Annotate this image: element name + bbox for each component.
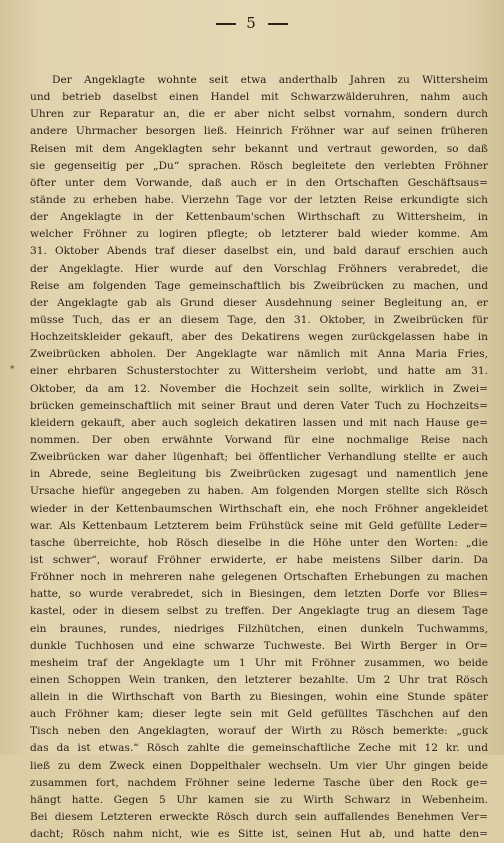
text-line: dacht; Rösch nahm nicht, wie es Sitte ist, seinen Hut ab, und hatte den= xyxy=(30,828,488,841)
text-line: öfter unter dem Vorwande, daß auch er in den Ortschaften Geschäftsaus= xyxy=(30,176,488,189)
text-line: welcher Fröhner zu logiren pflegte; ob letzterer bald wieder komme. Am xyxy=(30,228,488,241)
text-line: Uhren zur Reparatur an, die er aber nicht selbst vornahm, sondern durch xyxy=(30,108,488,121)
text-line: allein in die Wirthschaft von Barth zu Biesingen, wohin eine Stunde später xyxy=(30,691,488,704)
text-line: dunkle Tuchhosen und eine schwarze Tuchweste. Bei Wirth Berger in Or= xyxy=(30,639,488,652)
text-line: brücken gemeinschaftlich mit seiner Braut und deren Vater Tuch zu Hochzeits= xyxy=(30,399,488,412)
text-line: einer ehrbaren Schusterstochter zu Wittersheim verlobt, und hatte am 31. xyxy=(30,365,488,378)
page-number: 5 xyxy=(246,14,258,32)
text-line: Ursache hiefür angegeben zu haben. Am folgenden Morgen stellte sich Rösch xyxy=(30,485,488,498)
text-line: einen Schoppen Wein tranken, den letzterer bezahlte. Um 2 Uhr trat Rösch xyxy=(30,673,488,686)
text-line: mesheim traf der Angeklagte um 1 Uhr mit Fröhner zusammen, wo beide xyxy=(30,656,488,669)
text-line: kleidern gekauft, aber auch sogleich dekatiren lassen und mit nach Hause ge= xyxy=(30,416,488,429)
text-line: Der Angeklagte wohnte seit etwa anderthalb Jahren zu Wittersheim xyxy=(52,74,488,86)
text-line: Tisch neben den Angeklagten, worauf der Wirth zu Rösch bemerkte: „guck xyxy=(30,725,488,738)
text-line: hängt hatte. Gegen 5 Uhr kamen sie zu Wirth Schwarz in Webenheim. xyxy=(30,793,488,806)
text-line: 31. Oktober Abends traf dieser daselbst ein, und bald darauf erschien auch xyxy=(30,245,488,258)
text-line: in Abrede, seine Begleitung bis Zweibrücken zugesagt und namentlich jene xyxy=(30,468,488,481)
text-line: Zweibrücken abholen. Der Angeklagte war nämlich mit Anna Maria Fries, xyxy=(30,348,488,361)
text-line: Reisen mit dem Angeklagten sehr bekannt und vertraut geworden, so daß xyxy=(30,142,488,155)
text-line: auch Fröhner kam; dieser legte sein mit Geld gefülltes Täschchen auf den xyxy=(30,708,488,721)
text-line: zusammen fort, nachdem Fröhner seine lederne Tasche über den Rock ge= xyxy=(30,776,488,789)
text-line: war. Als Kettenbaum Letzterem beim Frühstück seine mit Geld gefüllte Leder= xyxy=(30,519,488,532)
text-line: Fröhner noch in mehreren nahe gelegenen Ortschaften Erhebungen zu machen xyxy=(30,571,488,584)
text-line: ist schwer“, worauf Fröhner erwiderte, er habe meistens Silber darin. Da xyxy=(30,553,488,566)
text-line: hatte, so wurde verabredet, sich in Biesingen, dem letzten Dorfe vor Blies= xyxy=(30,588,488,601)
text-line: stände zu erheben habe. Vierzehn Tage vor der letzten Reise erkundigte sich xyxy=(30,193,488,206)
page-header xyxy=(0,14,504,32)
text-line: ein braunes, rundes, niedriges Filzhütchen, einen dunkeln Tuchwamms, xyxy=(30,622,488,635)
text-line: sie gegenseitig per „Du“ sprachen. Rösch begleitete den verlebten Fröhner xyxy=(30,159,488,172)
text-line: Oktober, da am 12. November die Hochzeit sein sollte, wirklich in Zwei= xyxy=(30,382,488,395)
text-line: nommen. Der oben erwähnte Vorwand für eine nochmalige Reise nach xyxy=(30,433,488,446)
margin-mark: * xyxy=(10,365,15,375)
text-line: Hochzeitskleider gekauft, aber des Dekatirens wegen zurückgelassen habe in xyxy=(30,331,488,344)
text-line: der Angeklagte in der Kettenbaum'schen Wirthschaft zu Wittersheim, in xyxy=(30,211,488,224)
text-line: der Angeklagte gab als Grund dieser Ausdehnung seiner Begleitung an, er xyxy=(30,296,488,309)
text-line: Zweibrücken war daher lügenhaft; bei öffentlicher Verhandlung stellte er auch xyxy=(30,451,488,464)
text-line: kastel, oder in diesem selbst zu treffen. Der Angeklagte trug an diesem Tage xyxy=(30,605,488,618)
body-text xyxy=(30,72,488,843)
text-line: Bei diesem Letzteren erweckte Rösch durch sein auffallendes Benehmen Ver= xyxy=(30,811,488,824)
header-dash-right xyxy=(268,23,288,25)
text-line: das da ist etwas.“ Rösch zahlte die gemeinschaftliche Zeche mit 12 kr. und xyxy=(30,742,488,755)
text-line: tasche überreichte, hob Rösch dieselbe in die Höhe unter den Worten: „die xyxy=(30,536,488,549)
text-line: andere Uhrmacher besorgen ließ. Heinrich Fröhner war auf seinen früheren xyxy=(30,125,488,138)
header-dash-left xyxy=(216,23,236,25)
text-line: der Angeklagte. Hier wurde auf den Vorschlag Fröhners verabredet, die xyxy=(30,262,488,275)
text-line: Reise am folgenden Tage gemeinschaftlich bis Zweibrücken zu machen, und xyxy=(30,279,488,292)
text-line: wieder in der Kettenbaumschen Wirthschaft ein, ehe noch Fröhner angekleidet xyxy=(30,502,488,515)
text-line: müsse Tuch, das er an diesem Tage, den 31. Oktober, in Zweibrücken für xyxy=(30,313,488,326)
text-line: und betrieb daselbst einen Handel mit Schwarzwälderuhren, nahm auch xyxy=(30,91,488,104)
text-line: ließ zu dem Zweck einen Doppelthaler wechseln. Um vier Uhr gingen beide xyxy=(30,759,488,772)
